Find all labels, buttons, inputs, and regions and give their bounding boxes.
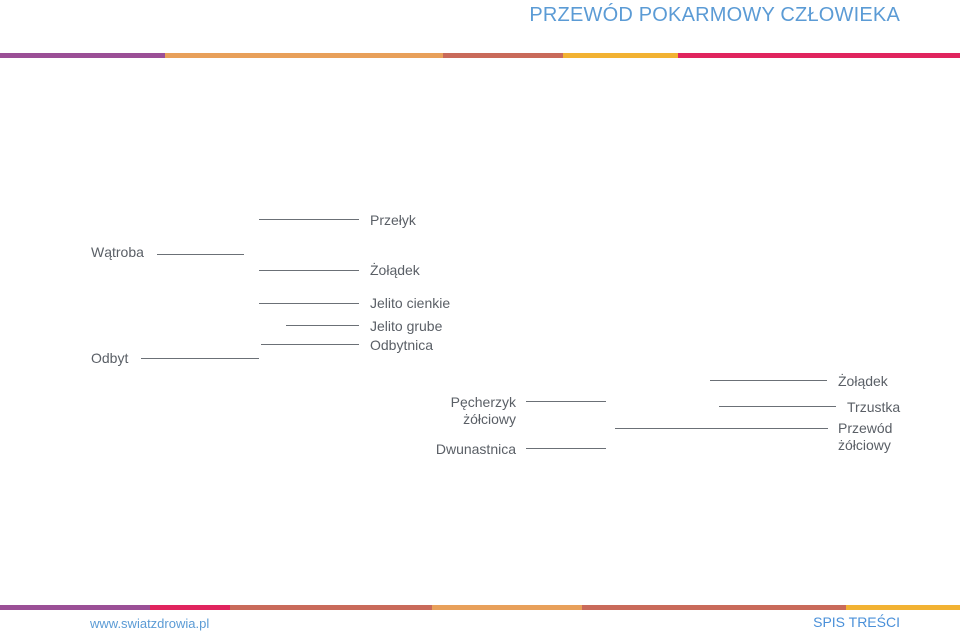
label-watroba: Wątroba [91, 244, 144, 260]
bottom-color-band [0, 605, 960, 610]
label-jelito-cienkie: Jelito cienkie [370, 295, 451, 311]
label-odbyt: Odbyt [91, 350, 129, 366]
label-line: żółciowy [463, 411, 516, 427]
label-line: Przewód [838, 420, 893, 436]
pointer-line-dwunastnica [526, 448, 606, 449]
toc-link[interactable]: SPIS TREŚCI [813, 614, 900, 630]
band-segment [150, 605, 230, 610]
band-segment [582, 605, 846, 610]
label-dwunastnica: Dwunastnica [435, 441, 516, 457]
pointer-line-zoladek [259, 270, 359, 271]
label-przewod-zolciowy [838, 420, 892, 454]
pointer-line-odbytnica [261, 344, 359, 345]
band-segment [678, 53, 960, 58]
label-zoladek: Żołądek [370, 262, 420, 278]
label-pecherzyk-zolciowy [430, 394, 516, 428]
pointer-line-watroba [157, 254, 244, 255]
footer-website[interactable]: www.swiatzdrowia.pl [90, 616, 210, 631]
page-title: PRZEWÓD POKARMOWY CZŁOWIEKA [529, 4, 900, 26]
label-line: żółciowy [838, 437, 891, 453]
label-trzustka: Trzustka [847, 399, 901, 415]
pointer-line-przelyk [259, 219, 359, 220]
band-segment [443, 53, 563, 58]
pointer-line-pecherzyk [526, 401, 606, 402]
band-segment [230, 605, 432, 610]
band-segment [165, 53, 443, 58]
band-segment [0, 53, 165, 58]
pointer-line-trzustka [719, 406, 836, 407]
label-przelyk: Przełyk [370, 212, 416, 228]
pointer-line-przewod [615, 428, 828, 429]
band-segment [563, 53, 678, 58]
label-line: Pęcherzyk [450, 394, 516, 410]
pointer-line-jelito-cienkie [259, 303, 359, 304]
pointer-line-jelito-grube [286, 325, 359, 326]
label-detail-zoladek: Żołądek [838, 373, 888, 389]
label-jelito-grube: Jelito grube [370, 318, 443, 334]
band-segment [846, 605, 960, 610]
pointer-line-detail-zoladek [710, 380, 827, 381]
label-odbytnica: Odbytnica [370, 337, 434, 353]
pointer-line-odbyt [141, 358, 259, 359]
band-segment [0, 605, 150, 610]
band-segment [432, 605, 582, 610]
top-color-band [0, 53, 960, 58]
